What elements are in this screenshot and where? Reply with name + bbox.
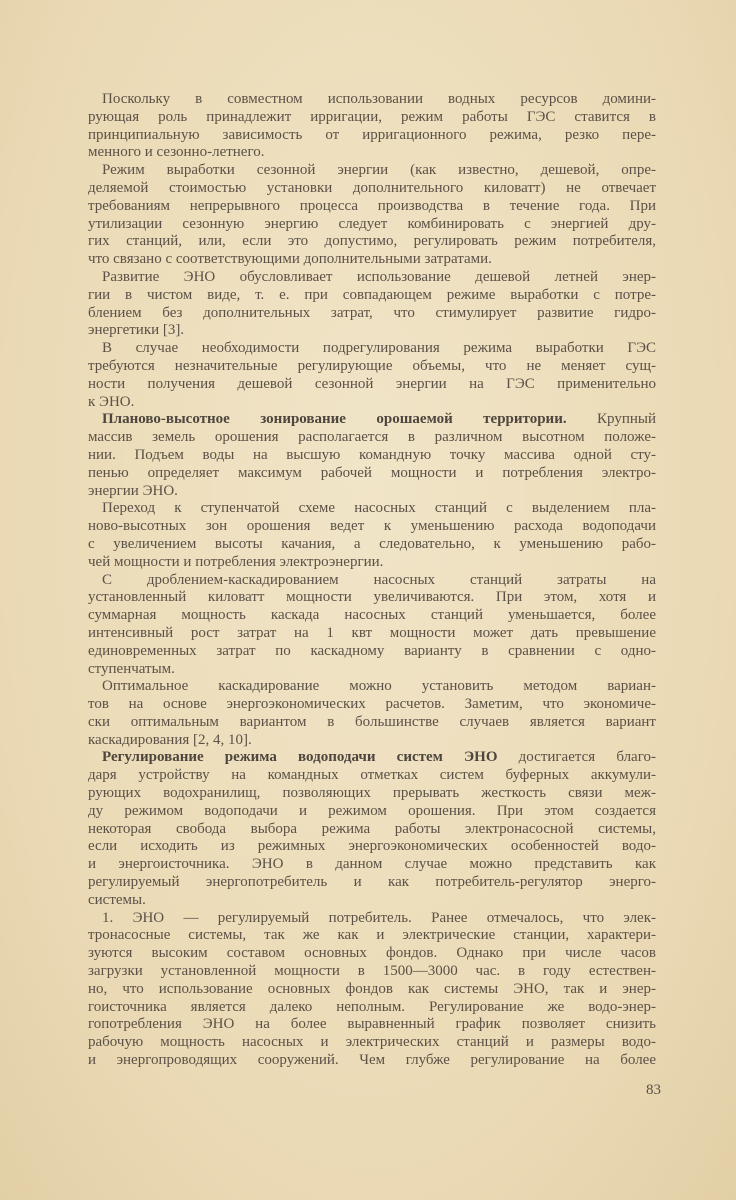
line-text: достигается благо- <box>497 749 656 766</box>
text-line <box>88 518 656 536</box>
line-text: рующих водохранилищ, позволяющих прерывать жесткость связи меж- <box>88 785 656 802</box>
line-text: даря устройству на командных отметках систем буферных аккумули- <box>88 767 656 784</box>
text-line <box>88 678 656 696</box>
line-text: чей мощности и потребления электроэнергии. <box>88 553 384 570</box>
line-text: единовременных затрат по каскадному варианту в сравнении с одно- <box>88 642 656 659</box>
line-text: тронасосные системы, так же как и электрические станции, характери- <box>88 927 656 944</box>
line-text: регулируемый энергопотребитель и как потребитель-регулятор энерго- <box>88 874 656 891</box>
text-line <box>88 910 656 928</box>
paragraph <box>88 749 656 909</box>
line-text: интенсивный рост затрат на 1 квт мощности может дать превышение <box>88 624 656 641</box>
line-text: Поскольку в совместном использовании водных ресурсов домини- <box>102 91 656 107</box>
line-text: пенью определяет максимум рабочей мощности и потребления электро- <box>88 464 656 481</box>
line-text: ново-высотных зон орошения ведет к уменьшению расхода водоподачи <box>88 518 656 535</box>
line-text: 1. ЭНО — регулируемый потребитель. Ранее отмечалось, что элек- <box>102 909 656 926</box>
text-line <box>88 447 656 465</box>
line-text: системы. <box>88 891 146 908</box>
line-text: ности получения дешевой сезонной энергии на ГЭС применительно <box>88 375 656 392</box>
line-text: нии. Подъем воды на высшую командную точку массива одной сту- <box>88 446 656 463</box>
text-line <box>88 589 656 607</box>
paragraph <box>88 411 656 500</box>
text-line <box>88 162 656 180</box>
text-line <box>88 696 656 714</box>
paragraph <box>88 500 656 571</box>
text-line <box>88 1016 656 1034</box>
line-text: тов на основе энергоэкономических расчетов. Заметим, что экономиче- <box>88 696 656 713</box>
line-text: загрузки установленной мощности в 1500—3000 час. в году естествен- <box>88 963 656 980</box>
line-text: гии в чистом виде, т. е. при совпадающем режиме выработки с потре- <box>88 286 656 303</box>
line-text: и энергопроводящих сооружений. Чем глубже регулирование на более <box>88 1052 656 1069</box>
text-line <box>88 981 656 999</box>
line-text: гих станций, или, если это допустимо, регулировать режим потребителя, <box>88 233 656 250</box>
line-text: рабочую мощность насосных и электрических станций и размеры водо- <box>88 1034 656 1051</box>
text-line <box>88 127 656 145</box>
text-line <box>88 572 656 590</box>
line-text: ступенчатым. <box>88 660 175 677</box>
line-text: если исходить из режимных энергоэкономических особенностей водо- <box>88 838 656 855</box>
text-line <box>88 216 656 234</box>
line-text: зуются высоким составом основных фондов. Однако при числе часов <box>88 945 656 962</box>
line-text: энергетики [3]. <box>88 322 185 339</box>
text-line <box>88 554 656 572</box>
line-text: Развитие ЭНО обусловливает использование дешевой летней энер- <box>102 268 656 285</box>
text-line <box>88 358 656 376</box>
line-text: Переход к ступенчатой схеме насосных станций с выделением пла- <box>102 500 656 517</box>
text-line <box>88 322 656 340</box>
text-line <box>88 500 656 518</box>
text-line <box>88 144 656 162</box>
text-line <box>88 999 656 1017</box>
line-text: каскадирования [2, 4, 10]. <box>88 731 252 748</box>
line-text: но, что использование основных фондов как системы ЭНО, так и энер- <box>88 980 656 997</box>
line-text: блением без дополнительных затрат, что стимулирует развитие гидро- <box>88 304 656 321</box>
text-line <box>88 1052 656 1070</box>
paragraph <box>88 269 656 340</box>
text-line <box>88 233 656 251</box>
line-text: требованиям непрерывного процесса производства в течение года. При <box>88 197 656 214</box>
paragraph <box>88 910 656 1070</box>
page-number: 83 <box>646 1082 661 1098</box>
text-line <box>88 767 656 785</box>
paragraph <box>88 678 656 749</box>
text-line <box>88 749 656 767</box>
line-text: установленный киловатт мощности увеличиваются. При этом, хотя и <box>88 589 656 606</box>
line-text: требуются незначительные регулирующие объемы, что не меняет сущ- <box>88 357 656 374</box>
line-text: некоторая свобода выбора режима работы электронасосной системы, <box>88 820 656 837</box>
text-line <box>88 785 656 803</box>
bold-lead-in: Регулирование режима водоподачи систем ЭНО <box>102 749 498 766</box>
line-text: Крупный <box>566 411 657 428</box>
text-line <box>88 269 656 287</box>
text-line <box>88 643 656 661</box>
text-line <box>88 607 656 625</box>
text-line <box>88 927 656 945</box>
line-text: гоисточника является далеко неполным. Регулирование же водо-энер- <box>88 998 656 1015</box>
text-line <box>88 536 656 554</box>
text-line <box>88 874 656 892</box>
line-text: принципиальную зависимость от ирригационного режима, резко пере- <box>88 126 656 143</box>
text-line <box>88 198 656 216</box>
document-body <box>88 91 656 1070</box>
text-line <box>88 376 656 394</box>
line-text: В случае необходимости подрегулирования режима выработки ГЭС <box>102 340 656 357</box>
line-text: с увеличением высоты качания, а следовательно, к уменьшению рабо- <box>88 535 656 552</box>
text-line <box>88 394 656 412</box>
line-text: гопотребления ЭНО на более выравненный график позволяет снизить <box>88 1016 656 1033</box>
text-line <box>88 732 656 750</box>
line-text: энергии ЭНО. <box>88 482 178 499</box>
line-text: Оптимальное каскадирование можно установить методом вариан- <box>102 678 656 695</box>
line-text: деляемой стоимостью установки дополнительного киловатт) не отвечает <box>88 179 656 196</box>
text-line <box>88 1034 656 1052</box>
text-line <box>88 803 656 821</box>
text-line <box>88 411 656 429</box>
text-line <box>88 109 656 127</box>
text-line <box>88 838 656 856</box>
line-text: что связано с соответствующими дополнительными затратами. <box>88 251 492 268</box>
text-line <box>88 465 656 483</box>
text-line <box>88 340 656 358</box>
text-line <box>88 945 656 963</box>
paragraph <box>88 162 656 269</box>
line-text: утилизации сезонную энергию следует комбинировать с энергией дру- <box>88 215 656 232</box>
line-text: ски оптимальным вариантом в большинстве случаев является вариант <box>88 713 656 730</box>
text-line <box>88 483 656 501</box>
line-text: суммарная мощность каскада насосных станций уменьшается, более <box>88 607 656 624</box>
text-line <box>88 625 656 643</box>
bold-lead-in: Планово-высотное зонирование орошаемой территории. <box>102 411 567 428</box>
text-line <box>88 714 656 732</box>
line-text: ду режимом водоподачи и режимом орошения. При этом создается <box>88 802 656 819</box>
line-text: к ЭНО. <box>88 393 135 410</box>
line-text: массив земель орошения располагается в различном высотном положе- <box>88 429 656 446</box>
text-line <box>88 429 656 447</box>
paragraph <box>88 340 656 411</box>
line-text: и энергоисточника. ЭНО в данном случае можно представить как <box>88 856 656 873</box>
text-line <box>88 661 656 679</box>
text-line <box>88 180 656 198</box>
paragraph <box>88 91 656 162</box>
paragraph <box>88 572 656 679</box>
text-line <box>88 287 656 305</box>
text-line <box>88 305 656 323</box>
text-line <box>88 963 656 981</box>
line-text: С дроблением-каскадированием насосных станций затраты на <box>102 571 656 588</box>
line-text: рующая роль принадлежит ирригации, режим работы ГЭС ставится в <box>88 108 656 125</box>
text-line <box>88 91 656 109</box>
line-text: менного и сезонно-летнего. <box>88 144 265 161</box>
line-text: Режим выработки сезонной энергии (как известно, дешевой, опре- <box>102 162 656 179</box>
text-line <box>88 821 656 839</box>
text-line <box>88 856 656 874</box>
text-line <box>88 892 656 910</box>
text-line <box>88 251 656 269</box>
